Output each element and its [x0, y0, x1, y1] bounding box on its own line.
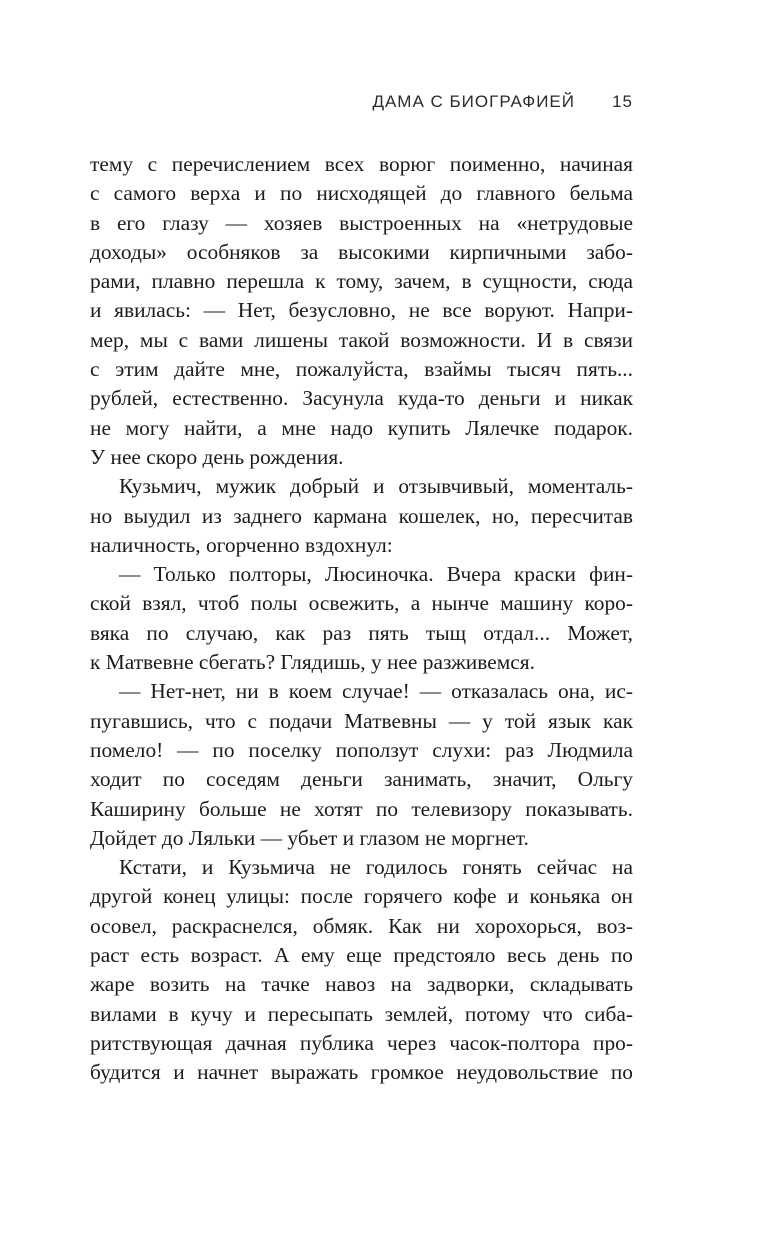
- text-line: пугавшись, что с подачи Матвевны — у той язык как: [90, 708, 633, 733]
- text-line: ритствующая дачная публика через часок-полтора про-: [90, 1030, 633, 1055]
- text-line: раст есть возраст. А ему еще предстояло весь день по: [90, 943, 633, 968]
- page-number: 15: [612, 92, 633, 111]
- text-line: вилами в кучу и пересыпать землей, потому что сиба-: [90, 1001, 633, 1026]
- text-line: тему с перечислением всех ворюг поименно, начиная: [90, 152, 633, 176]
- text-line: но выудил из заднего кармана кошелек, но, пересчитав: [90, 503, 633, 528]
- text-line: мер, мы с вами лишены такой возможности. И в связи: [90, 327, 633, 352]
- text-line: будится и начнет выражать громкое неудовольствие по: [90, 1060, 633, 1085]
- text-line: У нее скоро день рождения.: [90, 444, 344, 469]
- text-line: с этим дайте мне, пожалуйста, взаймы тысяч пять...: [90, 357, 633, 382]
- text-line: к Матвевне сбегать? Глядишь, у нее разживемся.: [90, 650, 535, 675]
- text-line: в его глазу — хозяев выстроенных на «нетрудовые: [90, 210, 633, 235]
- text-line: рами, плавно перешла к тому, зачем, в сущности, сюда: [90, 269, 633, 294]
- text-line: вяка по случаю, как раз пять тыщ отдал... Может,: [90, 620, 633, 645]
- text-line: — Только полторы, Люсиночка. Вчера краски фин-: [119, 562, 633, 587]
- text-line: Каширину больше не хотят по телевизору показывать.: [90, 796, 633, 821]
- text-line: помело! — по поселку поползут слухи: раз Людмила: [90, 737, 633, 762]
- text-line: наличность, огорченно вздохнул:: [90, 532, 393, 557]
- text-line: и явилась: — Нет, безусловно, не все воруют. Напри-: [90, 298, 633, 323]
- text-line: другой конец улицы: после горячего кофе и коньяка он: [90, 884, 633, 909]
- text-line: доходы» особняков за высокими кирпичными забо-: [90, 239, 633, 264]
- text-line: Кстати, и Кузьмича не годилось гонять сейчас на: [119, 855, 633, 880]
- book-title: ДАМА С БИОГРАФИЕЙ: [372, 92, 575, 111]
- text-line: ходит по соседям деньги занимать, значит, Ольгу: [90, 767, 633, 792]
- running-header: [90, 92, 633, 120]
- text-line: Дойдет до Ляльки — убьет и глазом не моргнет.: [90, 825, 529, 850]
- text-line: ской взял, чтоб полы освежить, а нынче машину коро-: [90, 591, 633, 616]
- body-text: [90, 150, 633, 1088]
- text-line: жаре возить на тачке навоз на задворки, складывать: [90, 972, 633, 997]
- text-line: рублей, естественно. Засунула куда-то деньги и никак: [90, 386, 633, 411]
- text-line: Кузьмич, мужик добрый и отзывчивый, моменталь-: [119, 474, 633, 499]
- text-line: — Нет-нет, ни в коем случае! — отказалась она, ис-: [119, 679, 633, 704]
- text-line: не могу найти, а мне надо купить Лялечке подарок.: [90, 415, 633, 440]
- text-line: осовел, раскраснелся, обмяк. Как ни хорохорься, воз-: [90, 913, 633, 938]
- text-line: с самого верха и по нисходящей до главного бельма: [90, 181, 633, 206]
